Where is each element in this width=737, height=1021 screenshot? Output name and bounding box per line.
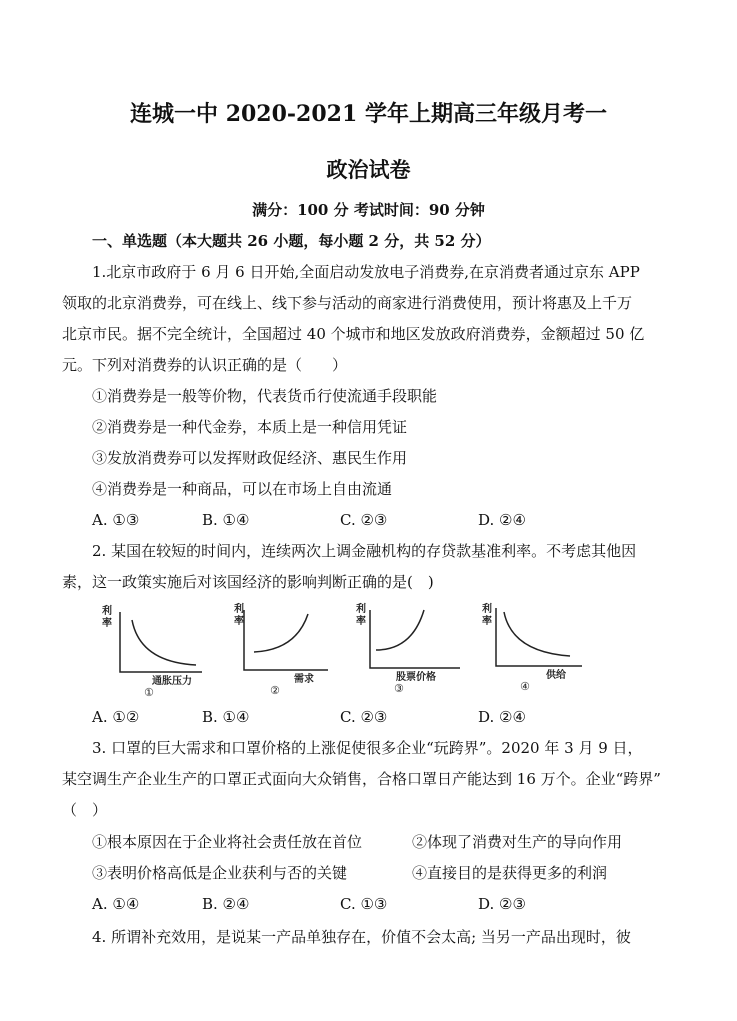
graph-number: ②	[270, 684, 280, 697]
graph-axes	[370, 610, 460, 668]
q1-statement: ③发放消费券可以发挥财政促经济、惠民生作用	[92, 449, 408, 467]
exam-title: 连城一中 2020-2021 学年上期高三年级月考一	[130, 101, 607, 127]
q2-option-c[interactable]: C. ②③	[340, 708, 388, 726]
q3-statement: ①根本原因在于企业将社会责任放在首位	[92, 833, 363, 851]
graph-xlabel: 股票价格	[396, 672, 436, 683]
exam-meta: 满分：100 分 考试时间：90 分钟	[252, 201, 485, 219]
q3-line: 3. 口罩的巨大需求和口罩价格的上涨促使很多企业“玩跨界”。2020 年 3 月 9 日，	[92, 739, 643, 757]
graph-axes	[496, 608, 582, 666]
graph-number: ③	[394, 682, 404, 695]
q3-statement: ④直接目的是获得更多的利润	[412, 864, 608, 882]
q1-statement: ①消费券是一般等价物，代表货币行使流通手段职能	[92, 387, 438, 405]
q1-option-c[interactable]: C. ②③	[340, 511, 388, 529]
graph-ylabel: 率	[234, 616, 244, 627]
q1-option-a[interactable]: A. ①③	[92, 511, 140, 529]
graph-xlabel: 供给	[546, 670, 566, 681]
graph-curve-increasing	[376, 610, 424, 650]
q3-statement: ③表明价格高低是企业获利与否的关键	[92, 864, 348, 882]
q3-option-d[interactable]: D. ②③	[478, 895, 526, 913]
graph-curve-decreasing	[132, 620, 196, 665]
q2-graphs	[0, 600, 737, 700]
graph-ylabel: 利	[234, 604, 244, 615]
q2-line: 2. 某国在较短的时间内，连续两次上调金融机构的存贷款基准利率。不考虑其他因	[92, 542, 637, 560]
q2-option-b[interactable]: B. ①④	[202, 708, 250, 726]
graph-ylabel: 率	[482, 616, 492, 627]
graph-xlabel: 需求	[294, 674, 314, 685]
q1-option-b[interactable]: B. ①④	[202, 511, 250, 529]
q2-line: 素，这一政策实施后对该国经济的影响判断正确的是( )	[62, 573, 434, 591]
graph-curve-increasing	[254, 614, 308, 652]
q1-line: 领取的北京消费券，可在线上、线下参与活动的商家进行消费使用，预计将惠及上千万	[62, 294, 633, 312]
graph-curve-decreasing	[504, 612, 570, 656]
graph-ylabel: 率	[356, 616, 366, 627]
q3-statement: ②体现了消费对生产的导向作用	[412, 833, 623, 851]
q2-graph-4	[478, 600, 590, 700]
q3-line: （ ）	[62, 801, 108, 819]
exam-subtitle: 政治试卷	[326, 157, 411, 182]
q1-line: 1.北京市政府于 6 月 6 日开始,全面启动发放电子消费券,在京消费者通过京东 APP	[92, 263, 640, 281]
graph-xlabel: 通胀压力	[152, 676, 192, 687]
graph-ylabel: 率	[102, 618, 112, 629]
q2-graph-1	[98, 600, 208, 700]
q1-statement: ②消费券是一种代金券，本质上是一种信用凭证	[92, 418, 408, 436]
graph-ylabel: 利	[102, 606, 112, 617]
q1-option-d[interactable]: D. ②④	[478, 511, 526, 529]
graph-number: ①	[144, 686, 154, 699]
q2-option-d[interactable]: D. ②④	[478, 708, 526, 726]
graph-axes	[244, 610, 328, 670]
graph-ylabel: 利	[356, 604, 366, 615]
q3-option-b[interactable]: B. ②④	[202, 895, 250, 913]
q2-graph-3	[352, 600, 464, 700]
graph-ylabel: 利	[482, 604, 492, 615]
section-heading: 一、单选题（本大题共 26 小题，每小题 2 分，共 52 分）	[92, 232, 491, 250]
graph-number: ④	[520, 680, 530, 693]
q3-line: 某空调生产企业生产的口罩正式面向大众销售，合格口罩日产能达到 16 万个。企业“跨界”	[62, 770, 661, 788]
q2-graph-2	[222, 600, 332, 700]
q1-line: 北京市民。据不完全统计，全国超过 40 个城市和地区发放政府消费券，金额超过 50 亿	[62, 325, 645, 343]
q1-statement: ④消费券是一种商品，可以在市场上自由流通	[92, 480, 393, 498]
q4-line: 4. 所谓补充效用，是说某一产品单独存在，价值不会太高; 当另一产品出现时，彼	[92, 928, 631, 946]
q3-option-c[interactable]: C. ①③	[340, 895, 388, 913]
q1-line: 元。下列对消费券的认识正确的是（ ）	[62, 356, 348, 374]
q2-option-a[interactable]: A. ①②	[92, 708, 140, 726]
q3-option-a[interactable]: A. ①④	[92, 895, 140, 913]
